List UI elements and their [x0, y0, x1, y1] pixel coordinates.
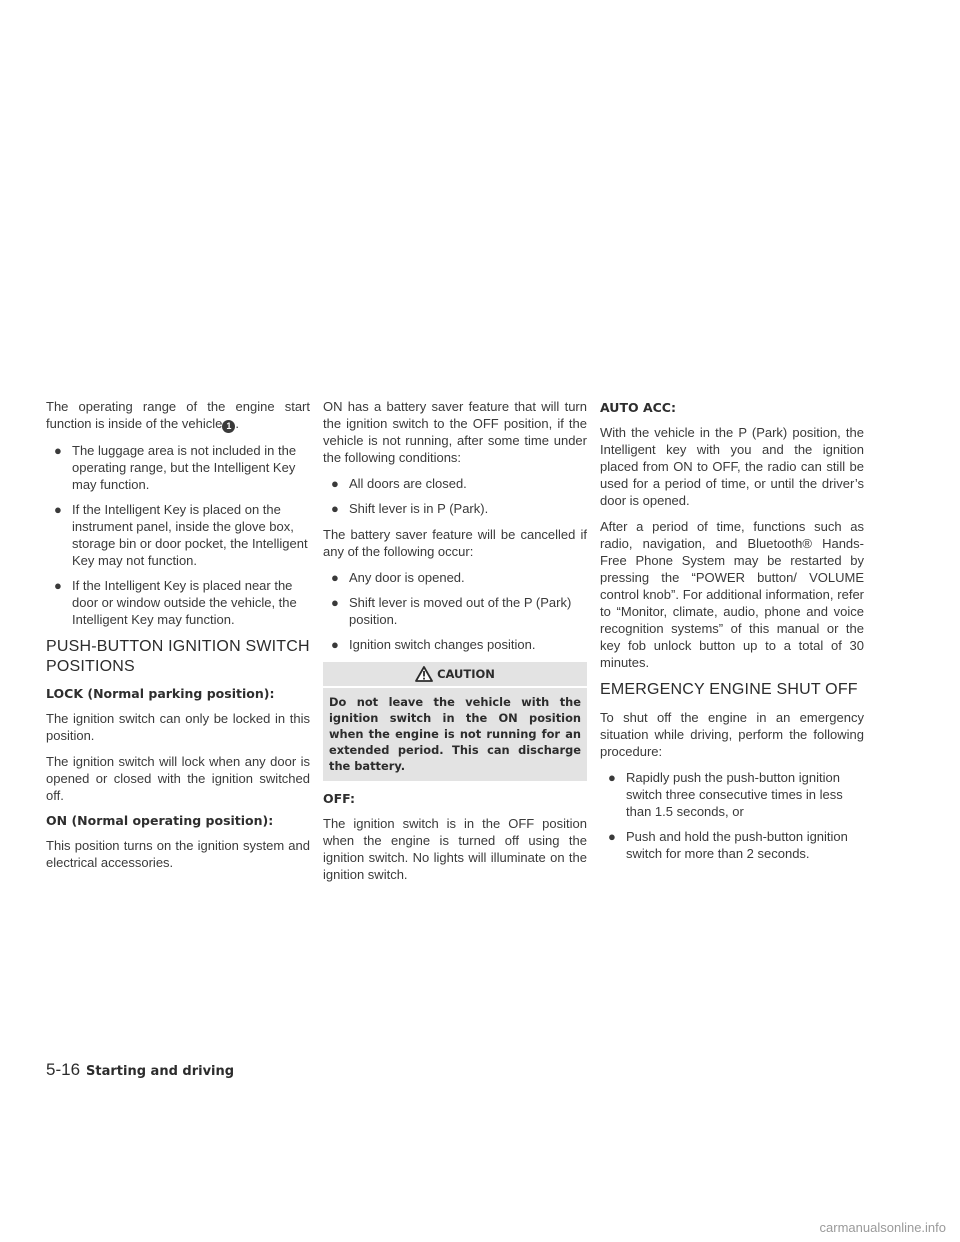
column-left: [46, 398, 310, 880]
caution-title: CAUTION: [437, 667, 495, 681]
cancel-bullet-list: [323, 569, 587, 653]
section-name: Starting and driving: [86, 1064, 235, 1079]
column-right: [600, 398, 864, 871]
list-item: ● The luggage area is not included in the operating range, but the Intelligent Key may function.: [54, 443, 297, 492]
bullet-icon: ●: [331, 595, 339, 610]
bullet-icon: ●: [54, 502, 62, 517]
bullet-icon: ●: [331, 570, 339, 585]
column-middle: [323, 398, 587, 892]
bullet-icon: ●: [54, 443, 62, 458]
list-item: ● If the Intelligent Key is placed on the instrument panel, inside the glove box, storage bin or door pocket, the Intelligent Key may not function.: [54, 502, 308, 568]
emergency-bullet-list: [600, 769, 864, 862]
emergency-paragraph: To shut off the engine in an emergency situation while driving, perform the following procedure:: [600, 710, 864, 759]
bullet-icon: ●: [608, 770, 616, 785]
section-heading-emergency-shutoff: EMERGENCY ENGINE SHUT OFF: [600, 681, 858, 698]
lock-paragraph-1: The ignition switch can only be locked in this position.: [46, 711, 310, 743]
intro-paragraph: The operating range of the engine start function is inside of the vehicle 1 .: [46, 399, 310, 431]
off-paragraph: The ignition switch is in the OFF position when the engine is turned off using the ignition switch. No lights will illuminate on the ignition switch.: [323, 816, 587, 882]
auto-acc-subheading: AUTO ACC:: [600, 400, 676, 415]
page-footer: [46, 1060, 234, 1080]
caution-text: Do not leave the vehicle with the ignition switch in the ON position when the engine is not running for an extended period. This can discharge the battery.: [323, 688, 587, 781]
caution-box: [323, 662, 587, 781]
cancel-paragraph: The battery saver feature will be cancelled if any of the following occur:: [323, 527, 587, 559]
list-item: ● Any door is opened.: [331, 570, 465, 585]
on-subheading: ON (Normal operating position):: [46, 813, 274, 828]
list-item: ● Shift lever is moved out of the P (Park) position.: [331, 595, 572, 627]
conditions-bullet-list: [323, 475, 587, 517]
list-item: ● Ignition switch changes position.: [331, 637, 536, 652]
callout-1-icon: 1: [222, 420, 235, 433]
on-paragraph: This position turns on the ignition system and electrical accessories.: [46, 838, 310, 870]
bullet-icon: ●: [608, 829, 616, 844]
caution-header: [323, 662, 587, 686]
list-item: ● If the Intelligent Key is placed near the door or window outside the vehicle, the Intelligent Key may function.: [54, 578, 297, 627]
auto-acc-paragraph-1: With the vehicle in the P (Park) position, the Intelligent key with you and the ignition placed from ON to OFF, the radio can still be used for a period of time, or until the driver’s door is opened.: [600, 425, 864, 508]
off-subheading: OFF:: [323, 791, 356, 806]
page-number: 5-16: [46, 1060, 81, 1079]
section-heading-ignition-positions: PUSH-BUTTON IGNITION SWITCH POSITIONS: [46, 638, 310, 675]
watermark: carmanualsonline.info: [819, 1220, 946, 1235]
battery-saver-paragraph: ON has a battery saver feature that will turn the ignition switch to the OFF position, if the vehicle is not running, after some time under the following conditions:: [323, 399, 587, 465]
list-item: ● Rapidly push the push-button ignition switch three consecutive times in less than 1.5 seconds, or: [608, 770, 843, 819]
warning-triangle-icon: [415, 666, 433, 682]
lock-subheading: LOCK (Normal parking position):: [46, 686, 275, 701]
bullet-icon: ●: [54, 578, 62, 593]
list-item: ● Push and hold the push-button ignition switch for more than 2 seconds.: [608, 829, 848, 861]
range-bullet-list: [46, 442, 310, 628]
list-item: ● All doors are closed.: [331, 476, 467, 491]
bullet-icon: ●: [331, 637, 339, 652]
bullet-icon: ●: [331, 476, 339, 491]
auto-acc-paragraph-2: After a period of time, functions such as radio, navigation, and Bluetooth® Hands-Free Phone System may be restarted by pressing the “POWER button/ VOLUME control knob”. For additional information, refer to “Monitor, climate, audio, phone and voice recognition systems” of this manual or the key fob unlock button up to a total of 30 minutes.: [600, 519, 864, 670]
list-item: ● Shift lever is in P (Park).: [331, 501, 489, 516]
lock-paragraph-2: The ignition switch will lock when any door is opened or closed with the ignition switched off.: [46, 754, 310, 803]
bullet-icon: ●: [331, 501, 339, 516]
